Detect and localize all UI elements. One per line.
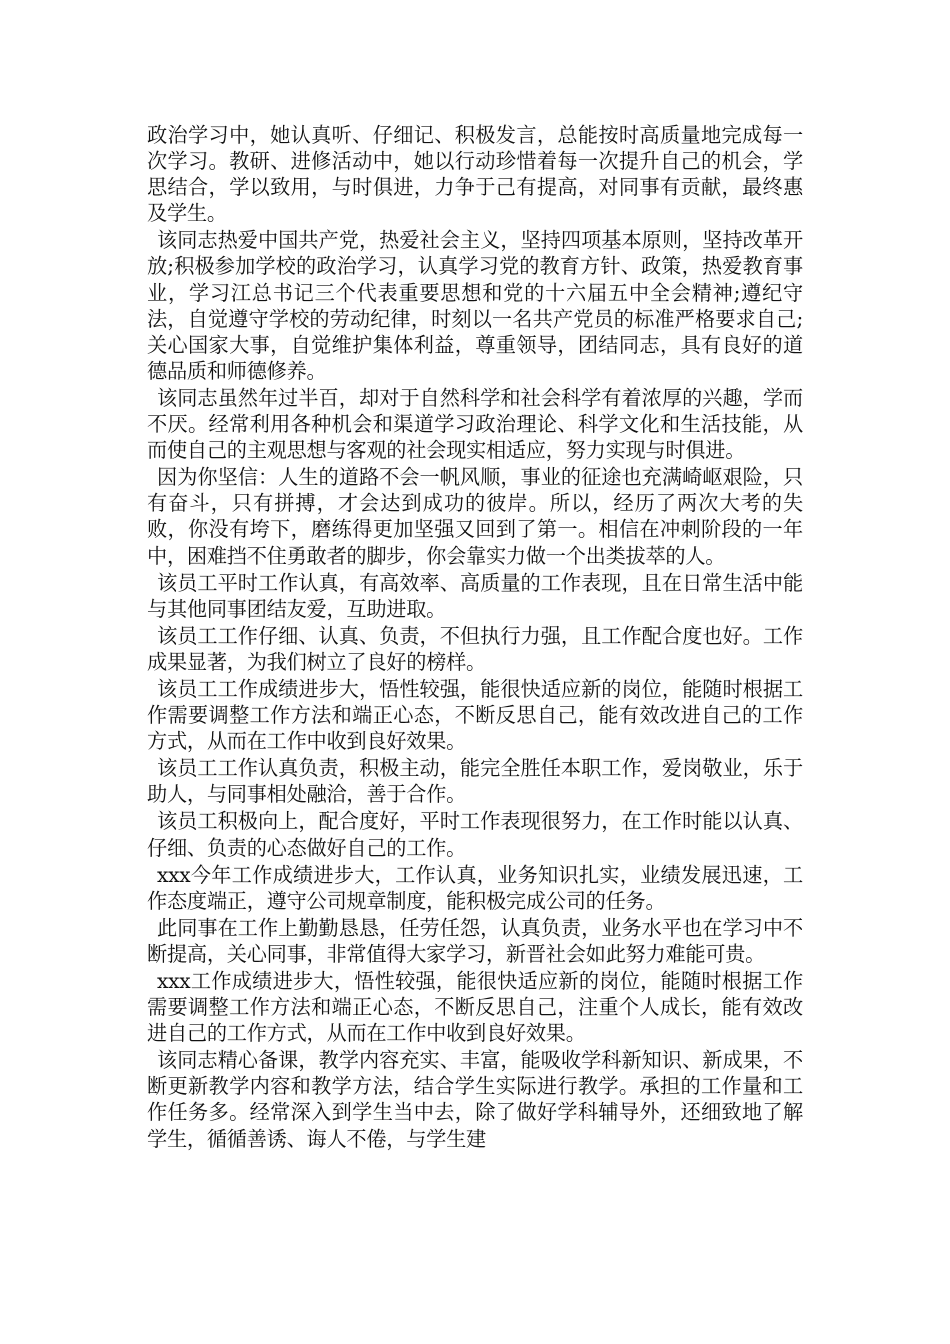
paragraph-8: 该员工工作认真负责，积极主动，能完全胜任本职工作，爱岗敬业，乐于助人，与同事相处融洽，善于合作。 [147,756,803,807]
paragraph-3: 该同志虽然年过半百，却对于自然科学和社会科学有着浓厚的兴趣，学而不厌。经常利用各种机会和渠道学习政治理论、科学文化和生活技能，从而使自己的主观思想与客观的社会现实相适应，努力实现与时俱进。 [147,385,803,463]
paragraph-12: xxx工作成绩进步大，悟性较强，能很快适应新的岗位，能随时根据工作需要调整工作方法和端正心态，不断反思自己，注重个人成长，能有效改进自己的工作方式，从而在工作中收到良好效果。 [147,969,803,1046]
paragraph-7: 该员工工作成绩进步大，悟性较强，能很快适应新的岗位，能随时根据工作需要调整工作方法和端正心态，不断反思自己，能有效改进自己的工作方式，从而在工作中收到良好效果。 [147,676,803,754]
paragraph-11: 此同事在工作上勤勤恳恳，任劳任怨，认真负责，业务水平也在学习中不断提高，关心同事，非常值得大家学习，新晋社会如此努力难能可贵。 [147,915,803,966]
paragraph-13: 该同志精心备课，教学内容充实、丰富，能吸收学科新知识、新成果，不断更新教学内容和教学方法，结合学生实际进行教学。承担的工作量和工作任务多。经常深入到学生当中去，除了做好学科辅导外，还细致地了解学生，循循善诱、诲人不倦，与学生建 [147,1048,803,1151]
paragraph-6: 该员工工作仔细、认真、负责，不但执行力强，且工作配合度也好。工作成果显著，为我们树立了良好的榜样。 [147,623,803,674]
document-body [147,122,803,1153]
paragraph-5: 该员工平时工作认真，有高效率、高质量的工作表现，且在日常生活中能与其他同事团结友爱，互助进取。 [147,570,803,621]
paragraph-10: xxx今年工作成绩进步大，工作认真，业务知识扎实，业绩发展迅速，工作态度端正，遵守公司规章制度，能积极完成公司的任务。 [147,862,803,913]
paragraph-9: 该员工积极向上，配合度好，平时工作表现很努力，在工作时能以认真、仔细、负责的心态做好自己的工作。 [147,809,803,860]
paragraph-2: 该同志热爱中国共产党，热爱社会主义，坚持四项基本原则，坚持改革开放;积极参加学校的政治学习，认真学习党的教育方针、政策，热爱教育事业，学习江总书记三个代表重要思想和党的十六届五中全会精神;遵纪守法，自觉遵守学校的劳动纪律，时刻以一名共产党员的标准严格要求自己;关心国家大事，自觉维护集体利益，尊重领导，团结同志，具有良好的道德品质和师德修养。 [147,228,803,383]
paragraph-4: 因为你坚信：人生的道路不会一帆风顺，事业的征途也充满崎岖艰险，只有奋斗，只有拼搏，才会达到成功的彼岸。所以，经历了两次大考的失败，你没有垮下，磨练得更加坚强又回到了第一。相信在冲刺阶段的一年中，困难挡不住勇敢者的脚步，你会靠实力做一个出类拔萃的人。 [147,465,803,568]
paragraph-1: 政治学习中，她认真听、仔细记、积极发言，总能按时高质量地完成每一次学习。教研、进修活动中，她以行动珍惜着每一次提升自己的机会，学思结合，学以致用，与时俱进，力争于己有提高，对同事有贡献，最终惠及学生。 [147,123,803,226]
